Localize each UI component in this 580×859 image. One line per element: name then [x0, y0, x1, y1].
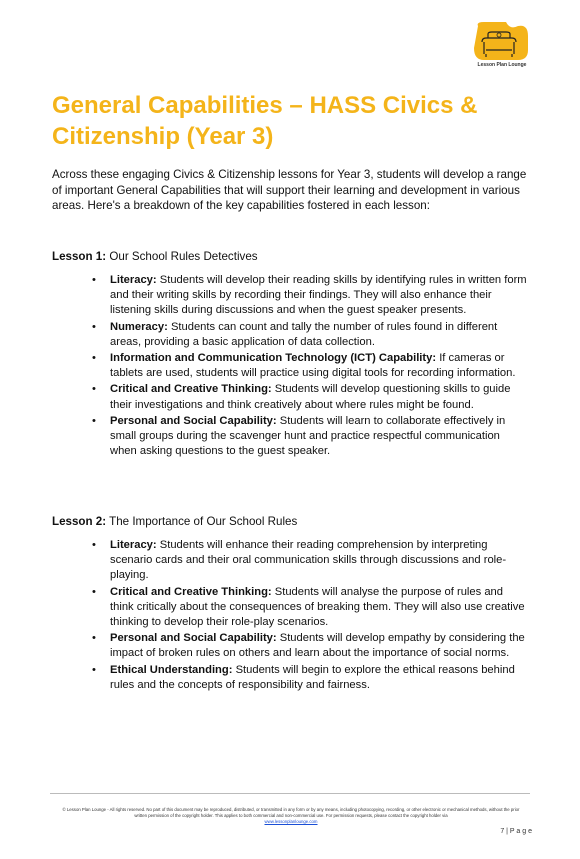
- capability-term: Personal and Social Capability:: [110, 414, 277, 427]
- website-link[interactable]: www.lessonplanlounge.com: [264, 819, 318, 824]
- capability-term: Critical and Creative Thinking:: [110, 585, 272, 598]
- capability-term: Literacy:: [110, 539, 157, 551]
- copyright-notice: [56, 807, 526, 825]
- capability-text: If cameras or tablets are used, students will practice using digital tools for recording information.: [110, 352, 516, 380]
- bullet-icon: •: [92, 539, 96, 551]
- lesson-2-heading: [52, 514, 297, 529]
- lesson-1-heading: [52, 249, 258, 264]
- bullet-icon: •: [92, 632, 96, 645]
- capability-term: Literacy:: [110, 274, 157, 286]
- lesson-1-title: Our School Rules Detectives: [109, 250, 258, 263]
- lesson-2-label: Lesson 2:: [52, 515, 107, 528]
- page-number: [500, 828, 532, 835]
- page-title: General Capabilities – HASS Civics & Citizenship (Year 3): [52, 92, 478, 150]
- capability-text: Students will analyse the purpose of rules and think critically about the consequences of breaking them. They will also use creative thinking to develop their role-play scenarios.: [110, 585, 525, 629]
- lesson-1-capabilities-list: [92, 273, 528, 460]
- list-item: [92, 585, 528, 631]
- capability-text: Students will learn to collaborate effectively in small groups during the scavenger hunt and practice respectful communication when asking questions to the guest speaker.: [110, 414, 506, 458]
- capability-term: Personal and Social Capability:: [110, 632, 277, 645]
- list-item: [92, 663, 528, 693]
- list-item: [92, 351, 528, 381]
- copyright-text: © Lesson Plan Lounge - All rights reserved. No part of this document may be reproduced, distributed, or transmitted in any form or by any means, including photocopying, recording, or other electronic or mechanical methods, without the prior written permission of the copyright holder. This applies to both commercial and non-commercial use. For permission requests, please contact the copyright holder via: [62, 807, 520, 818]
- capability-text: Students will develop empathy by considering the impact of broken rules on others and learn about the importance of social norms.: [110, 632, 525, 660]
- bullet-icon: •: [92, 383, 96, 396]
- capability-term: Critical and Creative Thinking:: [110, 383, 272, 396]
- capability-term: Ethical Understanding:: [110, 663, 233, 676]
- capability-text: Students will begin to explore the ethical reasons behind rules and the concepts of responsibility and fairness.: [110, 663, 515, 691]
- capability-text: Students can count and tally the number of rules found in different areas, providing a basic application of data collection.: [110, 320, 498, 348]
- bullet-icon: •: [92, 274, 96, 286]
- bullet-icon: •: [92, 352, 96, 365]
- list-item: [92, 273, 528, 319]
- list-item: [92, 414, 528, 460]
- bullet-icon: •: [92, 585, 96, 598]
- lesson-2-capabilities-list: [92, 538, 528, 694]
- capability-text: Students will develop their reading skills by identifying rules in written form and their writing skills by recording their findings. They will also enhance their listening skills during discussions and when the guest speaker presents.: [110, 274, 527, 317]
- capability-term: Numeracy:: [110, 320, 168, 333]
- lesson-1-label: Lesson 1:: [52, 250, 107, 263]
- capability-term: Information and Communication Technology (ICT) Capability:: [110, 352, 437, 365]
- list-item: [92, 631, 528, 661]
- list-item: [92, 382, 528, 412]
- bullet-icon: •: [92, 663, 96, 676]
- intro-paragraph: Across these engaging Civics & Citizenship lessons for Year 3, students will develop a range of important General Capabilities that will support their learning and development in various areas. Here's a breakdown of the key capabilities fostered in each lesson:: [52, 168, 527, 212]
- lesson-2-title: The Importance of Our School Rules: [109, 515, 298, 528]
- list-item: [92, 320, 528, 350]
- capability-text: Students will enhance their reading comprehension by interpreting scenario cards and their oral communication skills through discussions and role-playing.: [110, 539, 507, 582]
- bullet-icon: •: [92, 414, 96, 427]
- footer-divider: [50, 793, 530, 794]
- page-number-value: 7: [500, 828, 505, 835]
- logo-text: Lesson Plan Lounge: [477, 62, 527, 68]
- list-item: [92, 538, 528, 584]
- bullet-icon: •: [92, 320, 96, 333]
- capability-text: Students will develop questioning skills to guide their investigations and think creatively about where rules might be found.: [110, 383, 511, 411]
- page-label: | P a g e: [506, 828, 532, 835]
